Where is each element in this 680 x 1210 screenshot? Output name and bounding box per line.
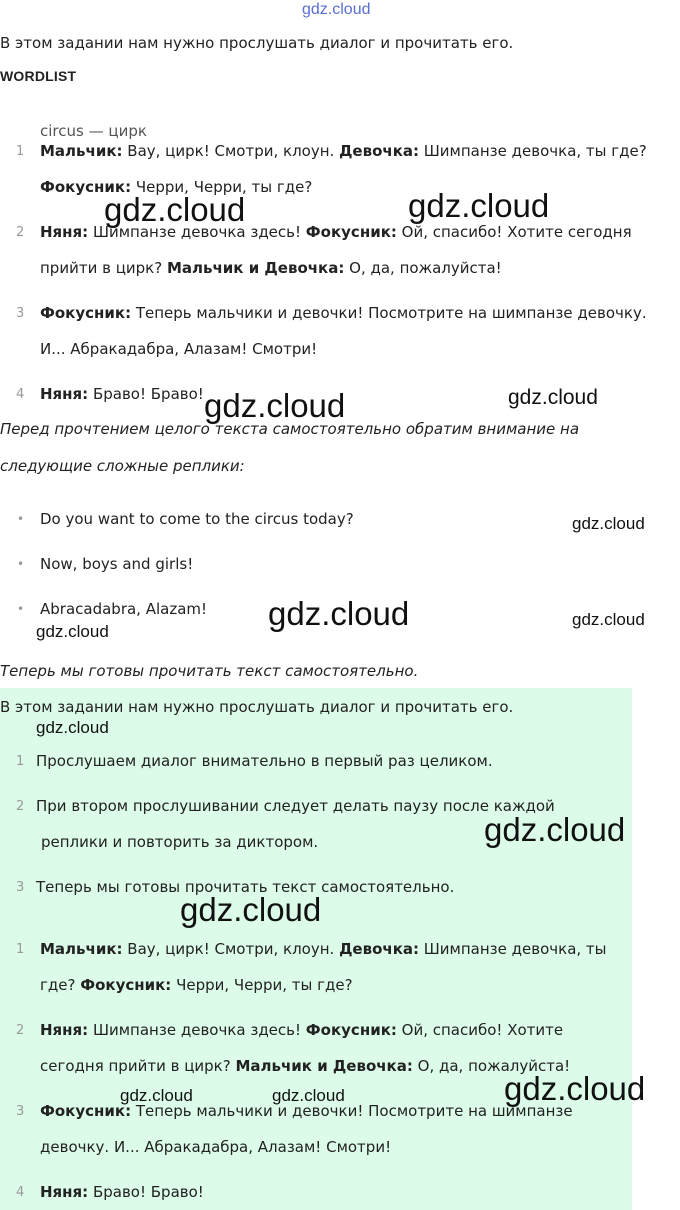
watermark: gdz.cloud — [204, 387, 346, 424]
site-logo[interactable]: gdz.cloud — [302, 1, 371, 18]
dialog-text: девочку. И... Абракадабра, Алазам! Смотри! — [40, 1138, 392, 1156]
speaker-label: Мальчик: — [40, 940, 123, 958]
watermark: gdz.cloud — [572, 610, 645, 629]
speaker-label: Няня: — [40, 385, 89, 403]
list-number: 4 — [16, 387, 25, 402]
list-number: 3 — [16, 306, 25, 321]
dialog-text: Шимпанзе девочка здесь! — [88, 1021, 306, 1039]
list-number: 3 — [16, 1104, 25, 1119]
green-intro-text: В этом задании нам нужно прослушать диалог и прочитать его. — [0, 698, 514, 716]
dialog-text: О, да, пожалуйста! — [412, 1057, 571, 1075]
dialog-text: И... Абракадабра, Алазам! Смотри! — [40, 340, 318, 358]
phrase-item: Abracadabra, Alazam! — [40, 600, 208, 618]
speaker-label: Фокусник: — [80, 976, 172, 994]
speaker-label: Девочка: — [339, 142, 419, 160]
speaker-label: Няня: — [40, 1183, 89, 1201]
step-number: 1 — [16, 754, 25, 769]
watermark: gdz.cloud — [508, 386, 598, 409]
watermark: gdz.cloud — [504, 1070, 646, 1107]
dialog-line — [40, 259, 502, 277]
dialog-text: Ой, спасибо! Хотите — [396, 1021, 564, 1039]
speaker-label: Мальчик и Девочка: — [235, 1057, 413, 1075]
step-number: 3 — [16, 880, 25, 895]
watermark: gdz.cloud — [180, 891, 322, 928]
watermark: gdz.cloud — [408, 187, 550, 224]
dialog-text: где? — [40, 976, 81, 994]
dialog-text: Браво! Браво! — [88, 385, 204, 403]
note-hard-phrases-line2: следующие сложные реплики: — [0, 457, 245, 475]
speaker-label: Девочка: — [339, 940, 419, 958]
watermark: gdz.cloud — [572, 514, 645, 533]
watermark: gdz.cloud — [484, 811, 626, 848]
dialog-text: прийти в цирк? — [40, 259, 167, 277]
note-hard-phrases-line1: Перед прочтением целого текста самостоятельно обратим внимание на — [0, 420, 580, 438]
dialog-text: Шимпанзе девочка, ты — [419, 940, 607, 958]
dialog-line — [40, 1057, 570, 1075]
list-number: 2 — [16, 225, 25, 240]
dialog-text: Браво! Браво! — [88, 1183, 204, 1201]
speaker-label: Фокусник: — [40, 304, 132, 322]
speaker-label: Мальчик и Девочка: — [166, 259, 345, 277]
dialog-text: Вау, цирк! Смотри, клоун. — [122, 142, 340, 160]
step-text: При втором прослушивании следует делать паузу после каждой — [36, 797, 555, 815]
dialog-text: Шимпанзе девочка, ты где? — [419, 142, 647, 160]
step-text: Теперь мы готовы прочитать текст самостоятельно. — [36, 878, 455, 896]
dialog-line — [40, 304, 647, 322]
step-text: Прослушаем диалог внимательно в первый раз целиком. — [36, 752, 493, 770]
watermark: gdz.cloud — [272, 1086, 345, 1105]
dialog-line — [40, 340, 317, 358]
dialog-line — [40, 385, 204, 403]
bullet-icon: • — [17, 602, 25, 616]
speaker-label: Фокусник: — [305, 1021, 397, 1039]
list-number: 1 — [16, 144, 25, 159]
dialog-text: Черри, Черри, ты где? — [131, 178, 313, 196]
dialog-line — [40, 940, 607, 958]
watermark: gdz.cloud — [120, 1086, 193, 1105]
watermark: gdz.cloud — [268, 595, 410, 632]
dialog-text: О, да, пожалуйста! — [344, 259, 502, 277]
dialog-line — [40, 142, 647, 160]
dialog-text: Черри, Черри, ты где? — [171, 976, 353, 994]
dialog-text: Вау, цирк! Смотри, клоун. — [122, 940, 340, 958]
dialog-text: Шимпанзе девочка здесь! — [88, 223, 306, 241]
wordlist-heading: WORDLIST — [0, 68, 77, 84]
speaker-label: Фокусник: — [40, 1102, 132, 1120]
dialog-text: Теперь мальчики и девочки! Посмотрите на шимпанзе — [131, 1102, 573, 1120]
note-ready-to-read: Теперь мы готовы прочитать текст самостоятельно. — [0, 662, 419, 680]
watermark: gdz.cloud — [104, 191, 246, 228]
list-number: 1 — [16, 942, 25, 957]
wordlist-clipped-entry: circus — цирк — [40, 122, 147, 140]
speaker-label: Мальчик: — [40, 142, 123, 160]
phrase-item: Do you want to come to the circus today? — [40, 510, 354, 528]
list-number: 4 — [16, 1185, 25, 1200]
dialog-text: Ой, спасибо! Хотите сегодня — [396, 223, 632, 241]
speaker-label: Фокусник: — [40, 178, 132, 196]
dialog-line — [40, 1138, 391, 1156]
phrase-item: Now, boys and girls! — [40, 555, 194, 573]
dialog-line — [40, 1183, 204, 1201]
speaker-label: Фокусник: — [305, 223, 397, 241]
watermark: gdz.cloud — [36, 622, 109, 641]
dialog-line — [40, 1021, 563, 1039]
step-text: реплики и повторить за диктором. — [41, 833, 319, 851]
step-number: 2 — [16, 799, 25, 814]
bullet-icon: • — [17, 512, 25, 526]
bullet-icon: • — [17, 557, 25, 571]
list-number: 2 — [16, 1023, 25, 1038]
intro-text: В этом задании нам нужно прослушать диалог и прочитать его. — [0, 34, 514, 52]
dialog-text: сегодня прийти в цирк? — [40, 1057, 236, 1075]
dialog-text: Теперь мальчики и девочки! Посмотрите на шимпанзе девочку. — [131, 304, 647, 322]
speaker-label: Няня: — [40, 223, 89, 241]
speaker-label: Няня: — [40, 1021, 89, 1039]
watermark: gdz.cloud — [36, 718, 109, 737]
dialog-line — [40, 976, 353, 994]
